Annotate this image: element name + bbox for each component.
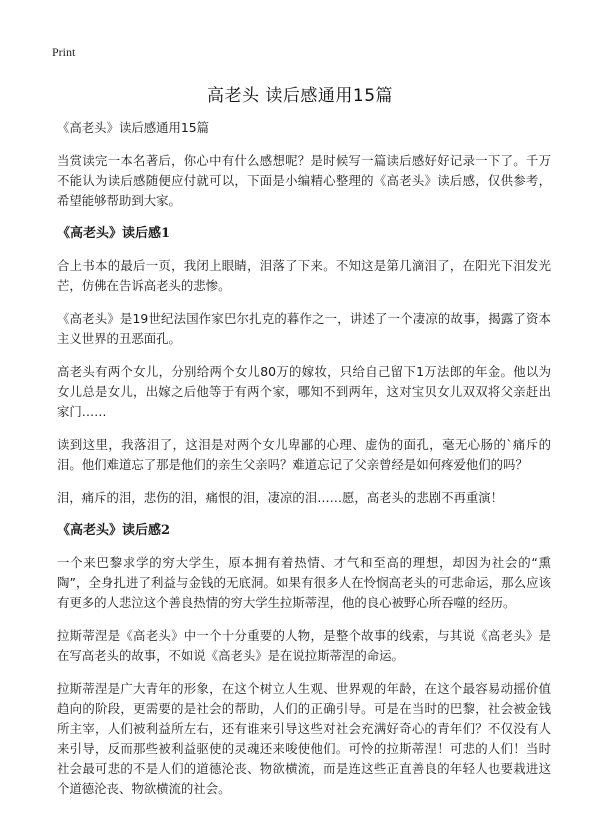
section-2-paragraph-3: 拉斯蒂涅是广大青年的形象，在这个树立人生观、世界观的年龄，在这个最容易动摇价值趋向的阶段，更需要的是社会的帮助，人们的正确引导。可是在当时的巴黎，社会被金钱所主宰，人们被利益所左右，还有谁来引导这些对社会充满好奇心的青年们？不仅没有人来引导，反而那些被利益驱使的灵魂还来唆使他们。可怜的拉斯蒂涅！可悲的人们！当时社会最可悲的不是人们的道德沦丧、物欲横流，而是连这些正直善良的年轻人也要栽进这个道德沦丧、物欲横流的社会。 bbox=[57, 681, 551, 796]
section-1-paragraph-1: 合上书本的最后一页，我闭上眼睛，泪落了下来。不知这是第几滴泪了，在阳光下泪发光芒，仿佛在告诉高老头的悲惨。 bbox=[57, 258, 551, 293]
article-subtitle: 《高老头》读后感通用15篇 bbox=[57, 120, 210, 135]
section-2-paragraph-2: 拉斯蒂涅是《高老头》中一个十分重要的人物，是整个故事的线索，与其说《高老头》是在写高老头的故事，不如说《高老头》是在说拉斯蒂涅的命运。 bbox=[57, 628, 551, 663]
section-heading-2: 《高老头》读后感2 bbox=[57, 523, 171, 538]
article-body bbox=[57, 118, 551, 812]
section-1-paragraph-3: 高老头有两个女儿，分别给两个女儿80万的嫁妆，只给自己留下1万法郎的年金。他以为女儿总是女儿，出嫁之后他等于有两个家，哪知不到两年，这对宝贝女儿双双将父亲赶出家门…… bbox=[57, 364, 551, 419]
section-2-paragraph-1: 一个来巴黎求学的穷大学生，原本拥有着热情、才气和至高的理想，却因为社会的“熏陶”，全身扎进了利益与金钱的无底洞。如果有很多人在怜悯高老头的可悲命运，那么应该有更多的人悲泣这个善良热情的穷大学生拉斯蒂涅，他的良心被野心所吞噬的经历。 bbox=[57, 555, 551, 610]
intro-paragraph: 当赏读完一本名著后，你心中有什么感想呢？是时候写一篇读后感好好记录一下了。千万不能认为读后感随便应付就可以，下面是小编精心整理的《高老头》读后感，仅供参考，希望能够帮助到大家。 bbox=[57, 153, 551, 208]
section-1-paragraph-2: 《高老头》是19世纪法国作家巴尔扎克的暮作之一，讲述了一个凄凉的故事，揭露了资本主义世界的丑恶面孔。 bbox=[57, 311, 551, 346]
section-1-paragraph-4: 读到这里，我落泪了，这泪是对两个女儿卑鄙的心理、虚伪的面孔，毫无心肠的`痛斥的泪。他们难道忘了那是他们的亲生父亲吗？难道忘记了父亲曾经是如何疼爱他们的吗？ bbox=[57, 437, 551, 472]
section-heading-1: 《高老头》读后感1 bbox=[57, 226, 171, 241]
section-1-paragraph-5: 泪，痛斥的泪，悲伤的泪，痛恨的泪，凄凉的泪……愿，高老头的悲剧不再重演！ bbox=[57, 490, 504, 505]
page-title: 高老头 读后感通用15篇 bbox=[206, 86, 394, 106]
print-label: Print bbox=[52, 45, 76, 59]
